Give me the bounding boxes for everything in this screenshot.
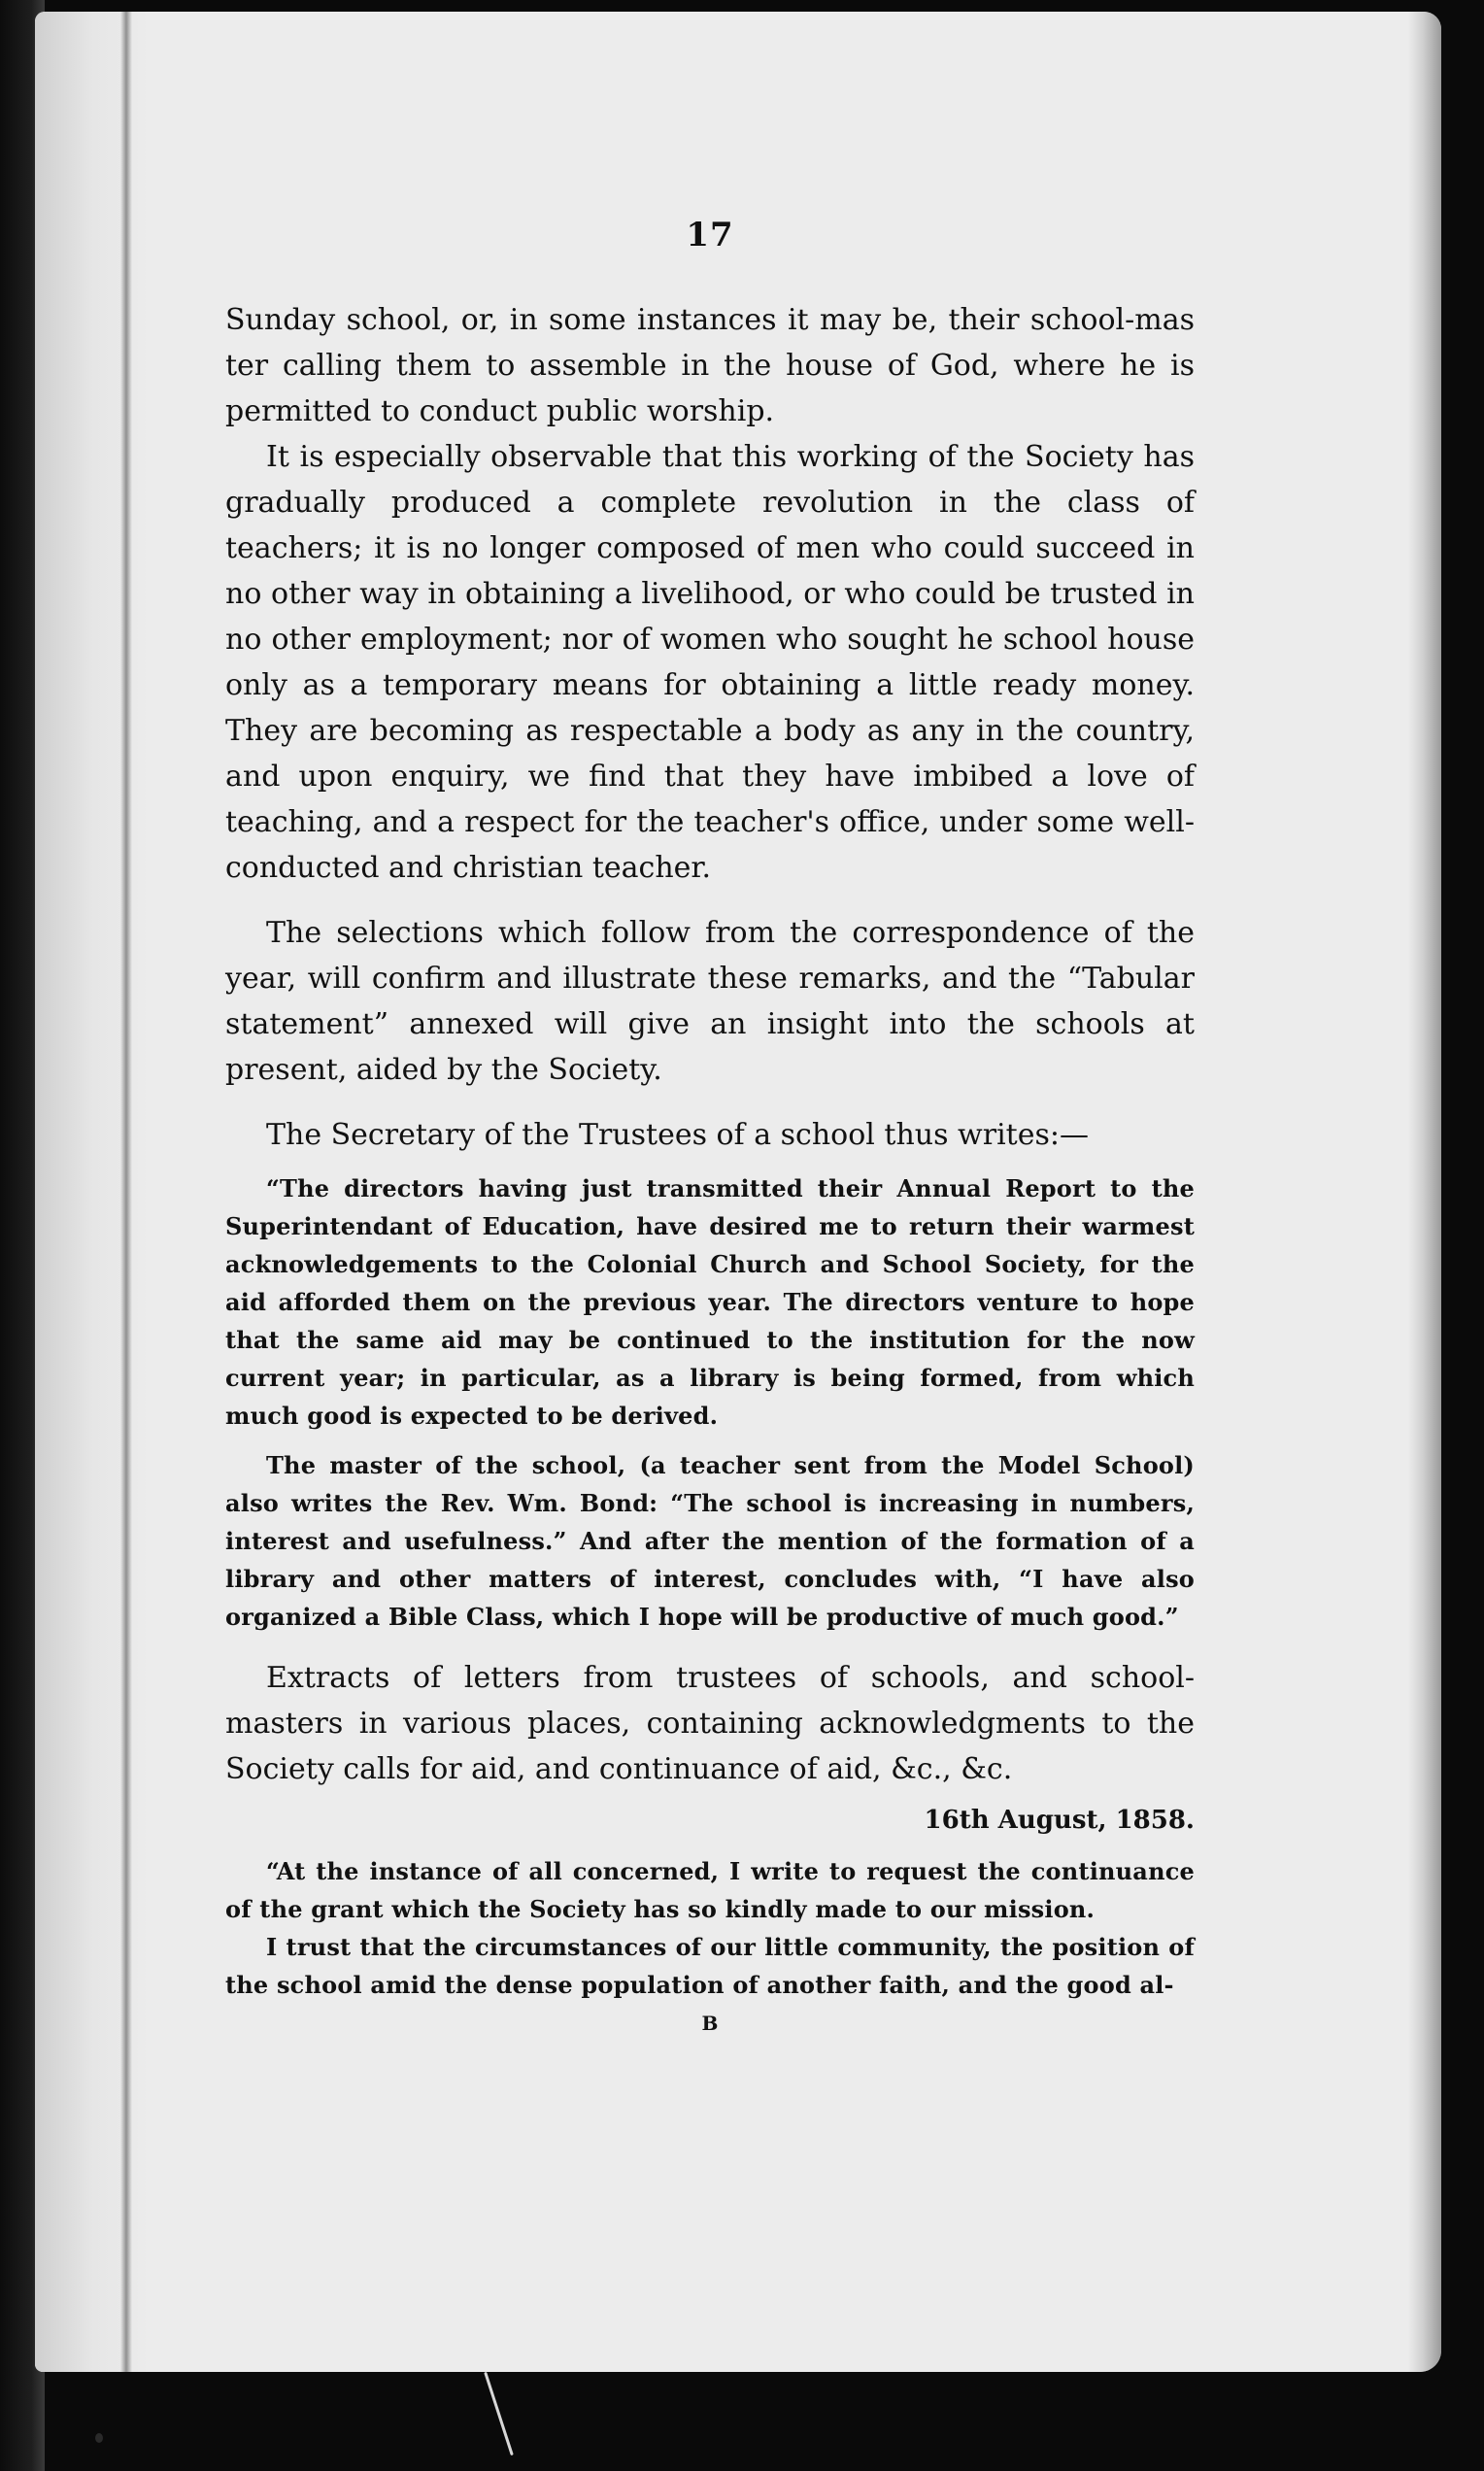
paragraph-secretary-intro: The Secretary of the Trustees of a school thus writes:— (266, 1118, 1089, 1152)
page-text-block (225, 216, 1195, 2035)
paragraph-selections: The selections which follow from the correspondence of the year, will confirm and illustrate these remarks, and the “Tabular statement” annexed will give an insight into the schools at present, aided by the Society. (225, 916, 1195, 1087)
scan-speck (95, 2433, 103, 2443)
page-number: 17 (686, 216, 734, 254)
quote-community-circumstances: I trust that the circumstances of our little community, the position of the school amid the dense population of another faith, and the good al- (225, 1933, 1195, 1999)
letter-dateline: 16th August, 1858. (924, 1806, 1195, 1835)
paragraph-sunday-school: Sunday school, or, in some instances it may be, their school-mas ter calling them to assemble in the house of God, where he is permitted to conduct public worship. (225, 303, 1195, 428)
paragraph-teachers-revolution: It is especially observable that this working of the Society has gradually produced a complete revolution in the class of teachers; it is no longer composed of men who could succeed in no other way in obtaining a livelihood, or who could be trusted in no other employment; nor of women who sought he school house only as a temporary means for obtaining a little ready money. They are becoming as respectable a body as any in the country, and upon enquiry, we find that they have imbibed a love of teaching, and a respect for the teacher's office, under some well-conducted and christian teacher. (225, 440, 1195, 885)
page-right-edge (1408, 12, 1441, 2372)
signature-mark: B (701, 2012, 719, 2035)
gutter-shadow (35, 12, 152, 2372)
paragraph-extracts: Extracts of letters from trustees of schools, and school-masters in various places, containing acknowledgments to the Society calls for aid, and continuance of aid, &c., &c. (225, 1661, 1195, 1786)
book-page (35, 12, 1441, 2372)
quote-master-letter: The master of the school, (a teacher sent from the Model School) also writes the Rev. Wm. Bond: “The school is increasing in numbers, interest and usefulness.” And after the mention of the formation of a library and other matters of interest, concludes with, “I have also organized a Bible Class, which I hope will be productive of much good.” (225, 1451, 1195, 1631)
quote-directors-letter: “The directors having just transmitted their Annual Report to the Superintendant of Education, have desired me to return their warmest acknowledgements to the Colonial Church and School Society, for the aid afforded them on the previous year. The directors venture to hope that the same aid may be continued to the institution for the now current year; in particular, as a library is being formed, from which much good is expected to be derived. (225, 1174, 1195, 1430)
page-fold-line (120, 12, 132, 2372)
scan-thread-artifact (484, 2372, 514, 2456)
quote-grant-request: “At the instance of all concerned, I write to request the continuance of the grant which the Society has so kindly made to our mission. (225, 1857, 1195, 1923)
